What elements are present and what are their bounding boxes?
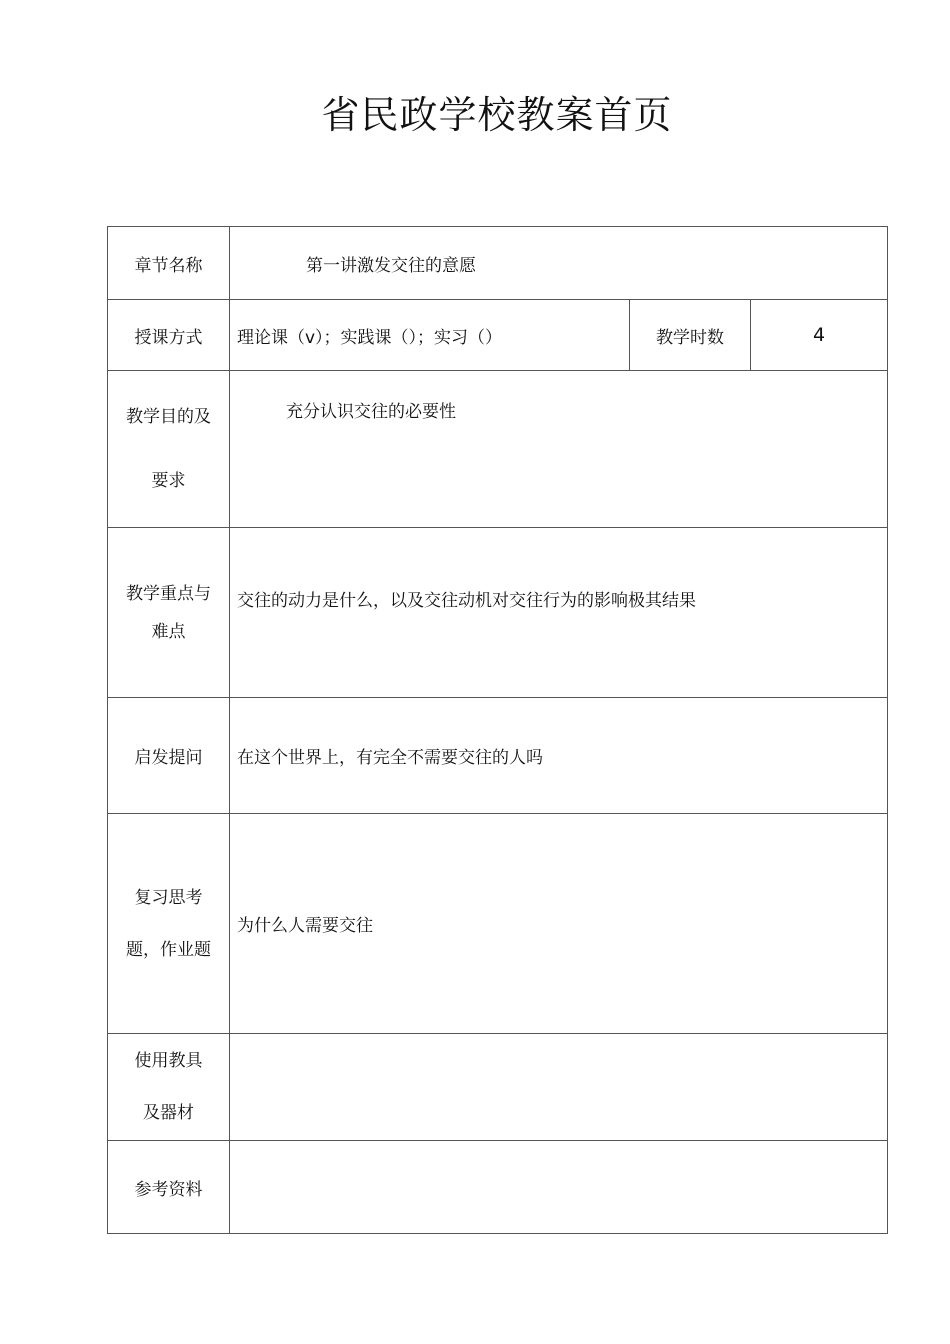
key-points-label-line2: 难点 bbox=[151, 621, 186, 642]
objective-value: 充分认识交往的必要性 bbox=[230, 371, 888, 528]
review-label-line1: 复习思考 bbox=[134, 887, 203, 908]
objective-label-line1: 教学目的及 bbox=[126, 407, 211, 427]
tools-label-line1: 使用教具 bbox=[134, 1051, 203, 1071]
questions-label: 启发提问 bbox=[108, 698, 230, 814]
tools-value bbox=[230, 1034, 888, 1141]
key-points-value: 交往的动力是什么，以及交往动机对交往行为的影响极其结果 bbox=[230, 528, 888, 698]
chapter-value: 第一讲激发交往的意愿 bbox=[230, 227, 888, 300]
row-objective bbox=[108, 371, 888, 528]
lesson-plan-table bbox=[107, 226, 888, 1234]
objective-label bbox=[108, 371, 230, 528]
review-value: 为什么人需要交往 bbox=[230, 814, 888, 1034]
tools-label-line2: 及器材 bbox=[143, 1103, 194, 1123]
row-review bbox=[108, 814, 888, 1034]
row-tools bbox=[108, 1034, 888, 1141]
row-references bbox=[108, 1141, 888, 1234]
teaching-mode-value: 理论课（v）；实践课（）；实习（） bbox=[230, 300, 630, 371]
review-label-line2: 题，作业题 bbox=[126, 939, 211, 960]
teaching-hours-label: 教学时数 bbox=[630, 300, 751, 371]
questions-value: 在这个世界上，有完全不需要交往的人吗 bbox=[230, 698, 888, 814]
references-label: 参考资料 bbox=[108, 1141, 230, 1234]
chapter-label: 章节名称 bbox=[108, 227, 230, 300]
teaching-mode-label: 授课方式 bbox=[108, 300, 230, 371]
tools-label bbox=[108, 1034, 230, 1141]
row-teaching-mode bbox=[108, 300, 888, 371]
teaching-hours-value: 4 bbox=[751, 300, 888, 371]
row-chapter bbox=[108, 227, 888, 300]
objective-label-line2: 要求 bbox=[151, 471, 186, 491]
page-title: 省民政学校教案首页 bbox=[321, 93, 673, 137]
key-points-label bbox=[108, 528, 230, 698]
row-questions bbox=[108, 698, 888, 814]
review-label bbox=[108, 814, 230, 1034]
references-value bbox=[230, 1141, 888, 1234]
row-key-points bbox=[108, 528, 888, 698]
key-points-label-line1: 教学重点与 bbox=[126, 583, 211, 604]
